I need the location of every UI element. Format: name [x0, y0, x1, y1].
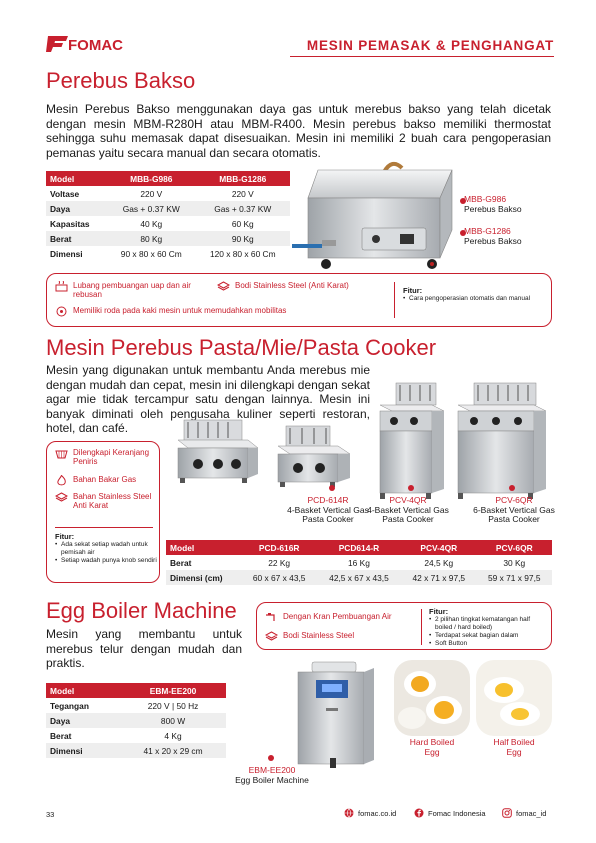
caption-pcv6qr — [462, 496, 566, 525]
page-header-title: MESIN PEMASAK & PENGHANGAT — [306, 38, 554, 53]
table-row — [46, 186, 290, 201]
table-cell: PCV-6QR — [477, 540, 552, 555]
caption-half-boiled — [476, 738, 552, 757]
table-cell: Dimensi (cm) — [166, 570, 241, 585]
caption-name: 6-Basket Vertical Gas Pasta Cooker — [473, 504, 555, 524]
table-cell: Dimensi — [46, 743, 120, 758]
egg-boiler-machine-image — [290, 660, 380, 777]
table-cell: 90 Kg — [196, 231, 290, 246]
caption-model: PCD-614R — [307, 495, 349, 505]
globe-icon — [344, 808, 354, 818]
table-cell: Berat — [50, 730, 72, 741]
section-title-pasta-cooker: Mesin Perebus Pasta/Mie/Pasta Cooker — [46, 335, 437, 360]
feature-divider — [421, 609, 422, 645]
table-cell: Kapasitas — [50, 218, 90, 229]
feature-item — [265, 631, 425, 642]
table-cell: EBM-EE200 — [120, 683, 226, 698]
table-cell: 22 Kg — [268, 557, 291, 568]
fitur-title: Fitur: — [429, 607, 449, 616]
table-cell: 60 x 67 x 43,5 — [241, 570, 316, 585]
footer-instagram[interactable] — [502, 808, 546, 818]
footer-website[interactable] — [344, 808, 396, 818]
callout-pin — [509, 485, 515, 491]
table-header-row — [46, 683, 226, 698]
pasta-cooker-feature-box — [46, 441, 160, 583]
table-cell: MBB-G986 — [107, 171, 195, 186]
callout-pin — [329, 485, 335, 491]
table-cell: 42 x 71 x 97,5 — [401, 570, 476, 585]
section-title-perebus-bakso: Perebus Bakso — [46, 68, 196, 93]
table-cell: Model — [166, 540, 241, 555]
list-item: • Cara pengoperasian otomatis dan manual — [409, 295, 548, 303]
table-row — [46, 246, 290, 261]
pasta-cooker-pcd616-image — [172, 418, 264, 495]
feature-divider — [394, 282, 395, 318]
caption-pcv4qr — [356, 496, 460, 525]
steam-outlet-icon — [55, 281, 68, 292]
fitur-block — [55, 532, 157, 565]
table-cell: 220 V — [140, 188, 163, 199]
table-cell: PCD-616R — [241, 540, 316, 555]
table-cell: Model — [46, 171, 107, 186]
table-cell: 16 Kg — [348, 557, 370, 568]
fitur-block — [403, 286, 548, 303]
table-row — [46, 713, 226, 728]
feature-text: Dilengkapi Keranjang Peniris — [73, 448, 150, 466]
callout-name: Perebus Bakso — [464, 235, 522, 246]
caption-model: PCV-4QR — [389, 495, 427, 505]
table-cell: 90 x 80 x 60 Cm — [120, 248, 182, 259]
caption-hard-boiled — [394, 738, 470, 757]
egg-boiler-description: Mesin yang membantu untuk merebus telur dengan mudah dan praktis. — [46, 627, 242, 670]
caption-line: Hard Boiled — [409, 737, 455, 747]
pasta-cooker-description: Mesin yang digunakan untuk membantu Anda merebus mie dengan mudah dan cepat, mesin ini dilengkapi dengan sekat agar mie tidak tercampur satu dengan lainnya. Mesin ini banyak diminati oleh pengusaha kuliner seperti restoran, hotel, dan café. — [46, 363, 370, 435]
caption-line: Egg — [424, 746, 440, 757]
table-cell: 40 Kg — [140, 218, 163, 229]
callout-name: Perebus Bakso — [464, 203, 522, 214]
table-cell: 4 Kg — [164, 730, 182, 741]
table-cell: Dimensi — [50, 248, 83, 259]
fitur-list — [429, 616, 547, 648]
feature-text: Bodi Stainless Steel — [283, 631, 355, 640]
wheel-icon — [55, 306, 68, 317]
basket-icon — [55, 448, 68, 459]
half-boiled-egg-image — [476, 660, 552, 736]
feature-text: Memiliki roda pada kaki mesin untuk memudahkan mobilitas — [73, 306, 287, 315]
caption-model: EBM-EE200 — [248, 765, 296, 775]
feature-text: Bahan Bakar Gas — [73, 475, 137, 484]
stainless-layers-icon — [265, 631, 278, 642]
instagram-icon — [502, 808, 512, 818]
caption-name: Egg Boiler Machine — [235, 774, 309, 785]
table-row — [46, 231, 290, 246]
fitur-list — [403, 295, 548, 303]
callout-model: MBB-G986 — [464, 194, 507, 204]
logo-text: FOMAC — [68, 37, 123, 54]
table-cell: Daya — [46, 713, 120, 728]
list-item: • Setiap wadah punya knob sendiri — [61, 557, 157, 565]
callout-model: MBB-G1286 — [464, 226, 511, 236]
table-cell: Daya — [46, 201, 107, 216]
perebus-bakso-description: Mesin Perebus Bakso menggunakan daya gas untuk merebus bakso yang telah dicetak dengan mesin MBM-R280H atau MBM-R400. Mesin perebus bakso memiliki thermostat sehingga suhu memasak dapat disesuaikan. Mesin ini memiliki 2 buah cara pengoperasian pemanas yaitu secara manual dan secara otomatis. — [46, 102, 551, 160]
table-cell: Gas + 0.37 KW — [196, 201, 290, 216]
table-row — [166, 570, 552, 585]
table-cell: PCD614-R — [317, 540, 401, 555]
list-item: • 2 pilihan tingkat kematangan half boiled / hard boiled) — [435, 616, 547, 632]
table-cell: Berat — [170, 557, 192, 568]
egg-boiler-spec-table — [46, 683, 226, 758]
fitur-title: Fitur: — [55, 532, 75, 541]
instagram-text: fomac_id — [516, 808, 547, 818]
table-cell: 24,5 Kg — [424, 557, 454, 568]
pasta-cooker-spec-table — [166, 540, 552, 585]
feature-text: Bodi Stainless Steel (Anti Karat) — [235, 281, 349, 290]
table-cell: Model — [46, 683, 120, 698]
list-item: • Soft Button — [435, 640, 547, 648]
table-cell: 220 V — [231, 188, 254, 199]
table-cell: 59 x 71 x 97,5 — [477, 570, 552, 585]
faucet-icon — [265, 612, 278, 623]
feature-item — [55, 492, 155, 510]
feature-item — [55, 306, 355, 317]
callout-mbb-g986 — [464, 195, 522, 214]
feature-item — [217, 281, 397, 292]
feature-divider — [55, 527, 153, 528]
feature-item — [265, 612, 425, 623]
table-cell: Voltase — [50, 188, 80, 199]
section-title-egg-boiler: Egg Boiler Machine — [46, 598, 237, 623]
table-cell: 120 x 80 x 60 Cm — [209, 248, 276, 259]
list-item: • Ada sekat setiap wadah untuk pemisah air — [61, 541, 157, 557]
stainless-layers-icon — [217, 281, 230, 292]
footer-facebook[interactable] — [414, 808, 486, 818]
table-header-row — [46, 171, 290, 186]
table-cell: PCV-4QR — [401, 540, 476, 555]
perebus-bakso-feature-box — [46, 273, 552, 327]
pasta-cooker-pcv6qr-image — [452, 381, 552, 506]
table-cell: Gas + 0.37 KW — [107, 201, 195, 216]
fomac-logo — [46, 34, 130, 54]
table-row — [46, 698, 226, 713]
page-number: 33 — [46, 810, 55, 819]
table-cell: 42,5 x 67 x 43,5 — [317, 570, 401, 585]
list-item: • Terdapat sekat bagian dalam — [435, 632, 547, 640]
perebus-bakso-image — [292, 158, 462, 277]
table-cell: Tegangan — [50, 700, 89, 711]
callout-pin — [268, 755, 274, 761]
fitur-list — [55, 541, 157, 565]
fitur-title: Fitur: — [403, 286, 423, 295]
caption-ebm-ee200 — [222, 766, 322, 785]
table-row — [46, 728, 226, 743]
caption-name: 4-Basket Vertical Gas Pasta Cooker — [287, 504, 369, 524]
table-header-row — [166, 540, 552, 555]
perebus-bakso-spec-table — [46, 171, 290, 261]
callout-pin — [408, 485, 414, 491]
feature-item — [55, 281, 205, 299]
pasta-cooker-pcd614-image — [272, 422, 356, 497]
caption-line: Half Boiled — [493, 737, 535, 747]
feature-text: Dengan Kran Pembuangan Air — [283, 612, 392, 621]
table-row — [46, 743, 226, 758]
caption-line: Egg — [506, 746, 522, 757]
table-cell: 80 Kg — [107, 231, 195, 246]
callout-mbb-g1286 — [464, 227, 522, 246]
flame-icon — [55, 475, 68, 486]
table-row — [166, 555, 552, 570]
fitur-block — [429, 607, 547, 648]
feature-text: Lubang pembuangan uap dan air rebusan — [73, 281, 191, 299]
table-cell: 30 Kg — [503, 557, 526, 568]
table-row — [46, 201, 290, 216]
feature-item — [55, 475, 155, 486]
table-row — [46, 216, 290, 231]
egg-boiler-feature-box — [256, 602, 552, 650]
stainless-layers-icon — [55, 492, 68, 503]
facebook-icon — [414, 808, 424, 818]
facebook-text: Fomac Indonesia — [428, 808, 486, 818]
table-cell: 60 Kg — [231, 218, 254, 229]
table-cell: 41 x 20 x 29 cm — [120, 743, 226, 758]
website-text: fomac.co.id — [358, 808, 397, 818]
table-cell: 800 W — [120, 713, 226, 728]
header-divider — [290, 56, 554, 57]
hard-boiled-egg-image — [394, 660, 470, 736]
table-cell: 220 V | 50 Hz — [147, 700, 199, 711]
feature-item — [55, 448, 155, 466]
table-cell: Berat — [46, 231, 107, 246]
caption-model: PCV-6QR — [495, 495, 533, 505]
table-cell: MBB-G1286 — [196, 171, 290, 186]
feature-text: Bahan Stainless Steel Anti Karat — [73, 492, 152, 510]
caption-name: 4-Basket Vertical Gas Pasta Cooker — [367, 504, 449, 524]
